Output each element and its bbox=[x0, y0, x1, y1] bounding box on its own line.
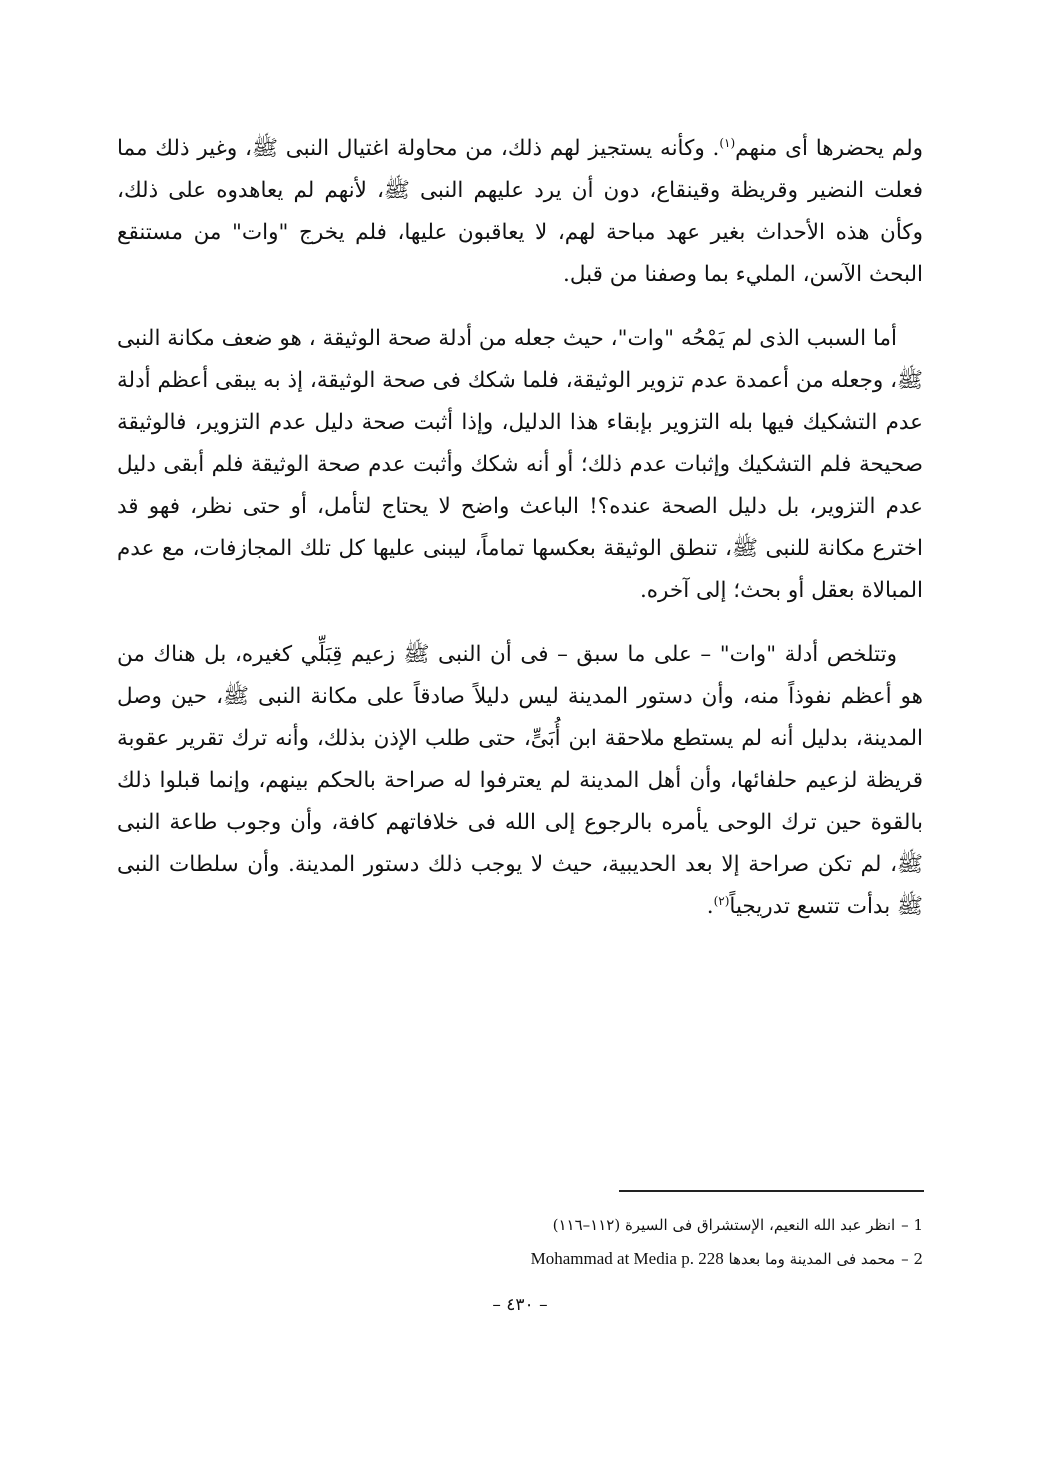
footnote-2-text: محمد فى المدينة وما بعدها bbox=[728, 1250, 896, 1268]
footnote-1 bbox=[117, 1208, 923, 1242]
paragraph-2 bbox=[117, 318, 923, 612]
footnote-1-number: 1 – bbox=[901, 1216, 923, 1234]
paragraph-1 bbox=[117, 128, 923, 296]
footnote-2-latin: Mohammad at Media p. 228 bbox=[530, 1249, 724, 1268]
paragraph-1-text-a: ولم يحضرها أى منهم bbox=[735, 136, 923, 161]
paragraph-2-text: أما السبب الذى لم يَمْحُه "وات"، حيث جعله من أدلة صحة الوثيقة ، هو ضعف مكانة النبى ﷺ، وجعله من أعمدة عدم تزوير الوثيقة، فلما شكك فى صحة الوثيقة، إذ به يبقى أعظم أدلة عدم التشكيك فيها بله التزوير بإبقاء هذا الدليل، وإذا أثبت صحة دليل عدم التزوير، فالوثيقة صحيحة فلم التشكيك وإثبات عدم ذلك؛ أو أنه شكك وأثبت عدم صحة الوثيقة فلم أبقى دليل عدم التزوير، بل دليل الصحة عنده؟! الباعث واضح لا يحتاج لتأمل، أو حتى نظر، فهو قد اخترع مكانة للنبى ﷺ، تنطق الوثيقة بعكسها تماماً، ليبنى عليها كل تلك المجازفات، مع عدم المبالاة بعقل أو بحث؛ إلى آخره. bbox=[117, 326, 923, 603]
paragraph-3-text-a: وتتلخص أدلة "وات" – على ما سبق – فى أن النبى ﷺ زعيم قِبَلِّي كغيره، بل هناك من هو أعظم نفوذاً منه، وأن دستور المدينة ليس دليلاً صادقاً على مكانة النبى ﷺ، حين وصل المدينة، بدليل أنه لم يستطع ملاحقة ابن أُبَىٍّ، حتى طلب الإذن بذلك، وأنه ترك تقرير عقوبة قريظة لزعيم حلفائها، وأن أهل المدينة لم يعترفوا له صراحة بالحكم بينهم، وإنما قبلوا ذلك بالقوة حين ترك الوحى يأمره بالرجوع إلى الله فى خلافاتهم كافة، وأن وجوب طاعة النبى ﷺ، لم تكن صراحة إلا بعد الحديبية، حيث لا يوجب ذلك دستور المدينة. وأن سلطات النبى ﷺ بدأت تتسع تدريجياً bbox=[117, 642, 923, 919]
footnote-2 bbox=[117, 1242, 923, 1276]
footnote-ref-2[interactable]: (٢) bbox=[713, 893, 730, 908]
footnotes bbox=[117, 1208, 923, 1276]
footnote-divider bbox=[619, 1190, 924, 1192]
page-body bbox=[117, 128, 923, 950]
page-number: – ٤٣٠ – bbox=[492, 1295, 548, 1315]
paragraph-1-text-b: . وكأنه يستجيز لهم ذلك، من محاولة اغتيال النبى ﷺ، وغير ذلك مما فعلت النضير وقريظة وقينقاع، دون أن يرد عليهم النبى ﷺ، لأنهم لم يعاهدوه على ذلك، وكأن هذه الأحداث بغير عهد مباحة لهم، لا يعاقبون عليها، فلم يخرج "وات" من مستنقع البحث الآسن، المليء بما وصفنا من قبل. bbox=[117, 136, 923, 287]
paragraph-3-text-b: . bbox=[706, 894, 714, 919]
footnote-2-number: 2 – bbox=[901, 1250, 923, 1268]
footnote-ref-1[interactable]: (١) bbox=[719, 135, 736, 150]
footnote-1-text: انظر عبد الله النعيم، الإستشراق فى السيرة (١١٢–١١٦) bbox=[552, 1216, 896, 1234]
paragraph-3 bbox=[117, 634, 923, 928]
